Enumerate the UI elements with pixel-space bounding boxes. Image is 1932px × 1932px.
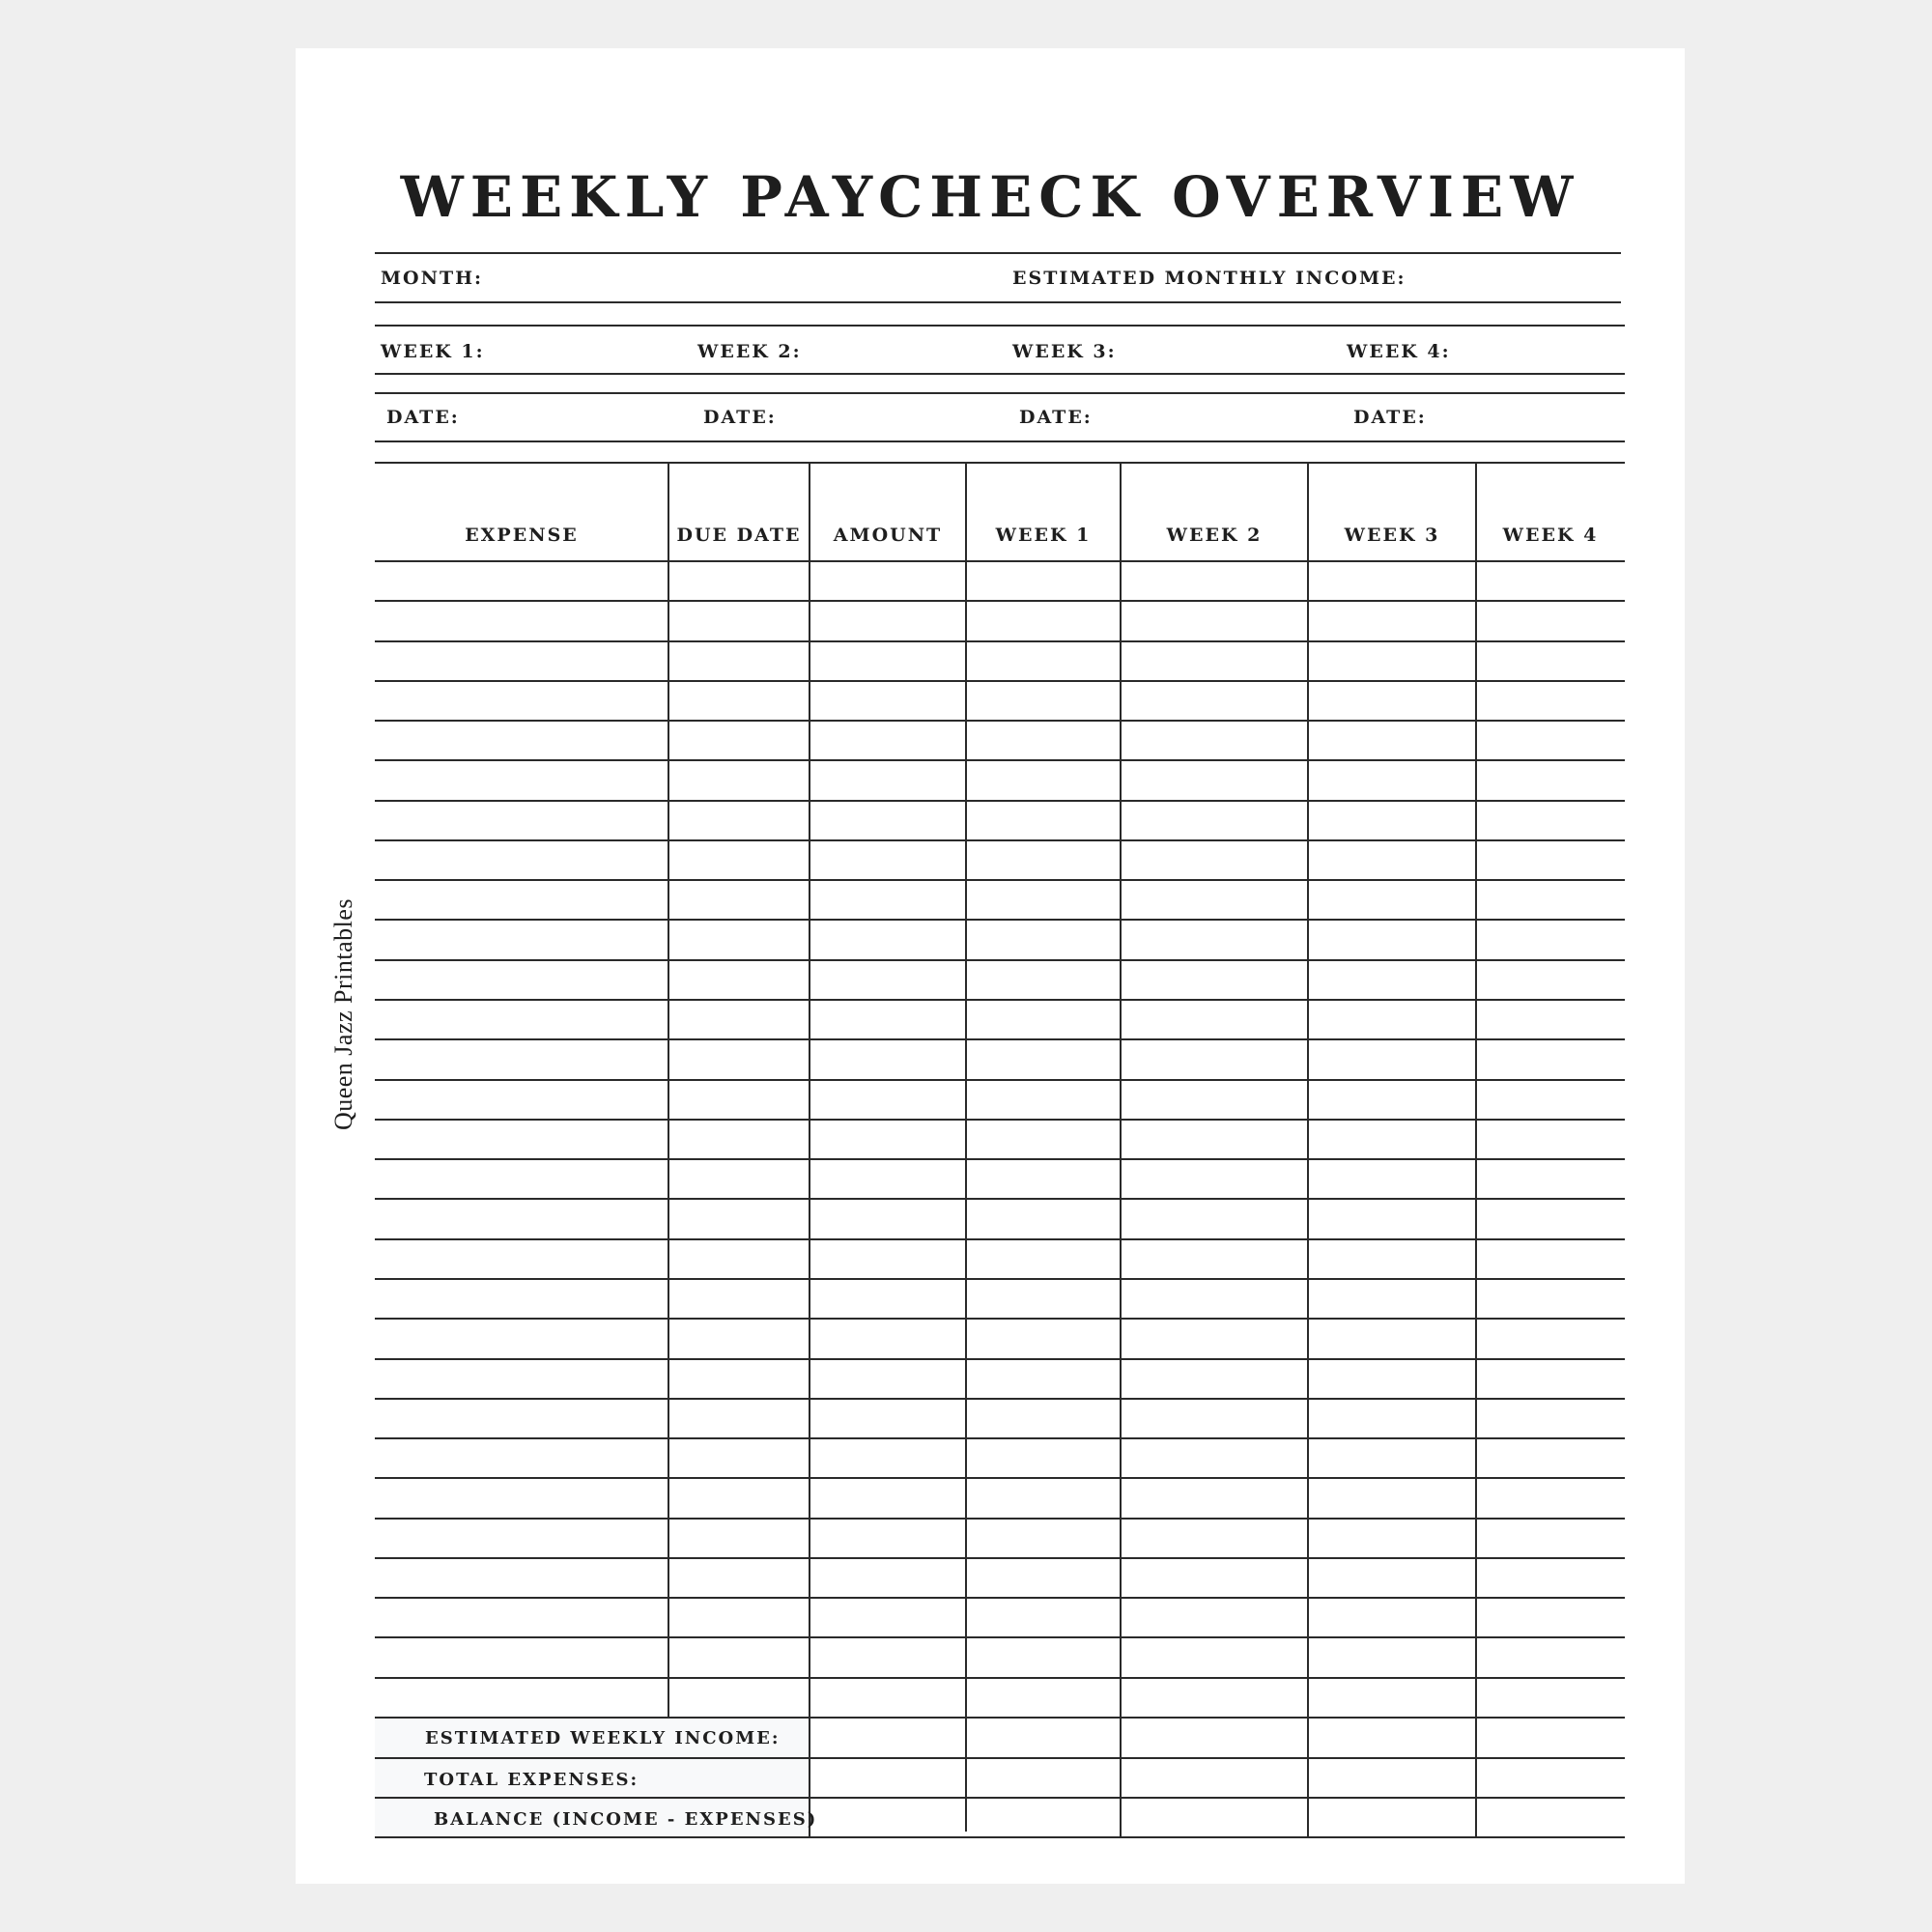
table-row-line: [375, 919, 1625, 921]
table-row-line: [375, 1437, 1625, 1439]
divider: [375, 325, 1625, 327]
table-row-line: [375, 640, 1625, 642]
table-row-line: [375, 1557, 1625, 1559]
table-row-line: [375, 1518, 1625, 1520]
table-row-line: [375, 680, 1625, 682]
column-divider: [668, 462, 669, 1719]
table-row-line: [375, 1757, 1625, 1759]
date-field-label: DATE:: [1353, 407, 1427, 428]
divider: [375, 440, 1625, 442]
date-field-label: DATE:: [703, 407, 777, 428]
table-row-line: [375, 1238, 1625, 1240]
page-title: WEEKLY PAYCHECK OVERVIEW: [400, 164, 1580, 230]
divider: [375, 462, 1625, 464]
week-1-field-label: WEEK 1:: [381, 341, 485, 362]
table-row-line: [375, 1836, 1625, 1838]
table-row-line: [375, 1318, 1625, 1320]
table-row-line: [375, 1477, 1625, 1479]
divider: [375, 252, 1621, 254]
table-row-line: [375, 879, 1625, 881]
monthly-income-label: ESTIMATED MONTHLY INCOME:: [1012, 268, 1406, 289]
table-row-line: [375, 1119, 1625, 1121]
divider: [375, 301, 1621, 303]
table-row-line: [375, 560, 1625, 562]
table-row-line: [375, 720, 1625, 722]
column-header-expense: EXPENSE: [465, 525, 579, 546]
column-header-week-2: WEEK 2: [1166, 525, 1263, 546]
table-row-line: [375, 1797, 1625, 1799]
table-row-line: [375, 1636, 1625, 1638]
total-expenses-label: TOTAL EXPENSES:: [424, 1770, 639, 1790]
column-header-week-1: WEEK 1: [995, 525, 1092, 546]
table-row-line: [375, 1198, 1625, 1200]
table-row-line: [375, 1677, 1625, 1679]
column-divider: [809, 462, 810, 1837]
table-row-line: [375, 999, 1625, 1001]
divider: [375, 392, 1625, 394]
brand-label: Queen Jazz Printables: [329, 897, 357, 1131]
column-divider: [965, 462, 967, 1832]
table-row-line: [375, 1597, 1625, 1599]
column-header-due-date: DUE DATE: [676, 525, 802, 546]
column-divider: [1307, 462, 1309, 1837]
table-row-line: [375, 800, 1625, 802]
table-row-line: [375, 1398, 1625, 1400]
worksheet-page: [296, 48, 1685, 1884]
table-row-line: [375, 959, 1625, 961]
table-row-line: [375, 839, 1625, 841]
column-header-amount: AMOUNT: [833, 525, 943, 546]
table-row-line: [375, 1717, 1625, 1719]
divider: [375, 373, 1625, 375]
week-2-field-label: WEEK 2:: [697, 341, 802, 362]
table-row-line: [375, 1358, 1625, 1360]
column-header-week-3: WEEK 3: [1344, 525, 1440, 546]
table-row-line: [375, 1158, 1625, 1160]
week-3-field-label: WEEK 3:: [1012, 341, 1117, 362]
table-row-line: [375, 759, 1625, 761]
column-divider: [1120, 462, 1122, 1837]
table-row-line: [375, 1278, 1625, 1280]
column-header-week-4: WEEK 4: [1502, 525, 1599, 546]
table-row-line: [375, 1038, 1625, 1040]
table-row-line: [375, 600, 1625, 602]
week-4-field-label: WEEK 4:: [1347, 341, 1451, 362]
table-row-line: [375, 1079, 1625, 1081]
estimated-weekly-income-label: ESTIMATED WEEKLY INCOME:: [425, 1728, 781, 1748]
column-divider: [1475, 462, 1477, 1837]
date-field-label: DATE:: [1019, 407, 1093, 428]
date-field-label: DATE:: [386, 407, 460, 428]
balance-label: BALANCE (INCOME - EXPENSES): [434, 1809, 818, 1830]
month-label: MONTH:: [381, 268, 484, 289]
